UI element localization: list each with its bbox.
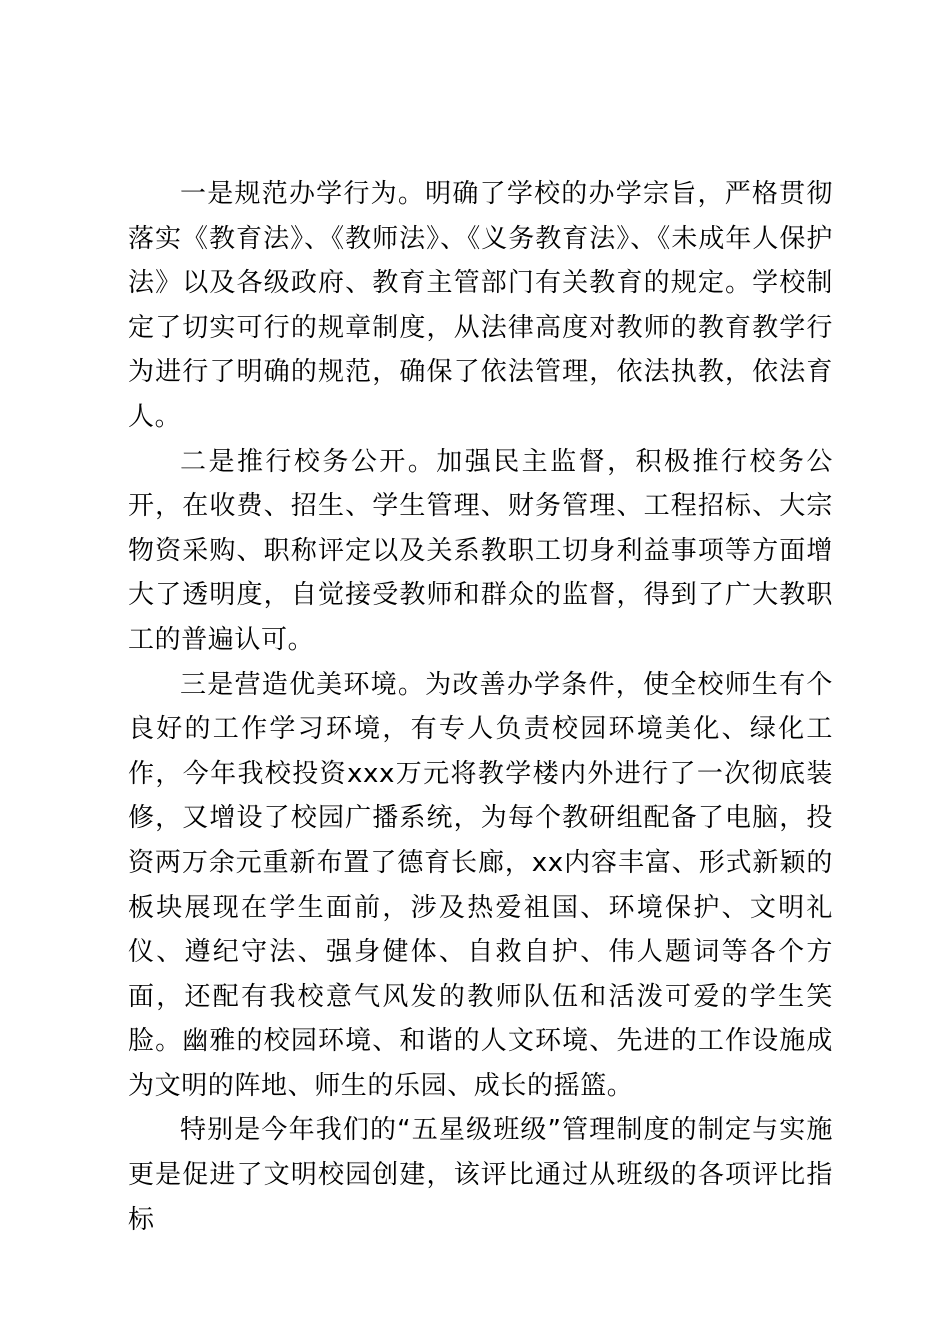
document-page bbox=[128, 172, 833, 1242]
paragraph-regulate-school-conduct: 一是规范办学行为。明确了学校的办学宗旨，严格贯彻落实《教育法》、《教师法》、《义务教育法》、《未成年人保护法》以及各级政府、教育主管部门有关教育的规定。学校制定了切实可行的规章制度，从法律高度对教师的教育教学行为进行了明确的规范，确保了依法管理，依法执教，依法育人。 bbox=[128, 179, 833, 432]
paragraph-beautiful-environment: 三是营造优美环境。为改善办学条件，使全校师生有个良好的工作学习环境，有专人负责校园环境美化、绿化工作，今年我校投资xxx万元将教学楼内外进行了一次彻底装修，又增设了校园广播系统，为每个教研组配备了电脑，投资两万余元重新布置了德育长廊，xx内容丰富、形式新颖的板块展现在学生面前，涉及热爱祖国、环境保护、文明礼仪、遵纪守法、强身健体、自救自护、伟人题词等各个方面，还配有我校意气风发的教师队伍和活泼可爱的学生笑脸。幽雅的校园环境、和谐的人文环境、先进的工作设施成为文明的阵地、师生的乐园、成长的摇篮。 bbox=[128, 669, 833, 1101]
paragraph-five-star-class: 特别是今年我们的“五星级班级”管理制度的制定与实施更是促进了文明校园创建，该评比通过从班级的各项评比指标 bbox=[128, 1115, 833, 1235]
paragraph-school-affairs-openness: 二是推行校务公开。加强民主监督，积极推行校务公开，在收费、招生、学生管理、财务管理、工程招标、大宗物资采购、职称评定以及关系教职工切身利益事项等方面增大了透明度，自觉接受教师和群众的监督，得到了广大教职工的普遍认可。 bbox=[128, 446, 833, 655]
